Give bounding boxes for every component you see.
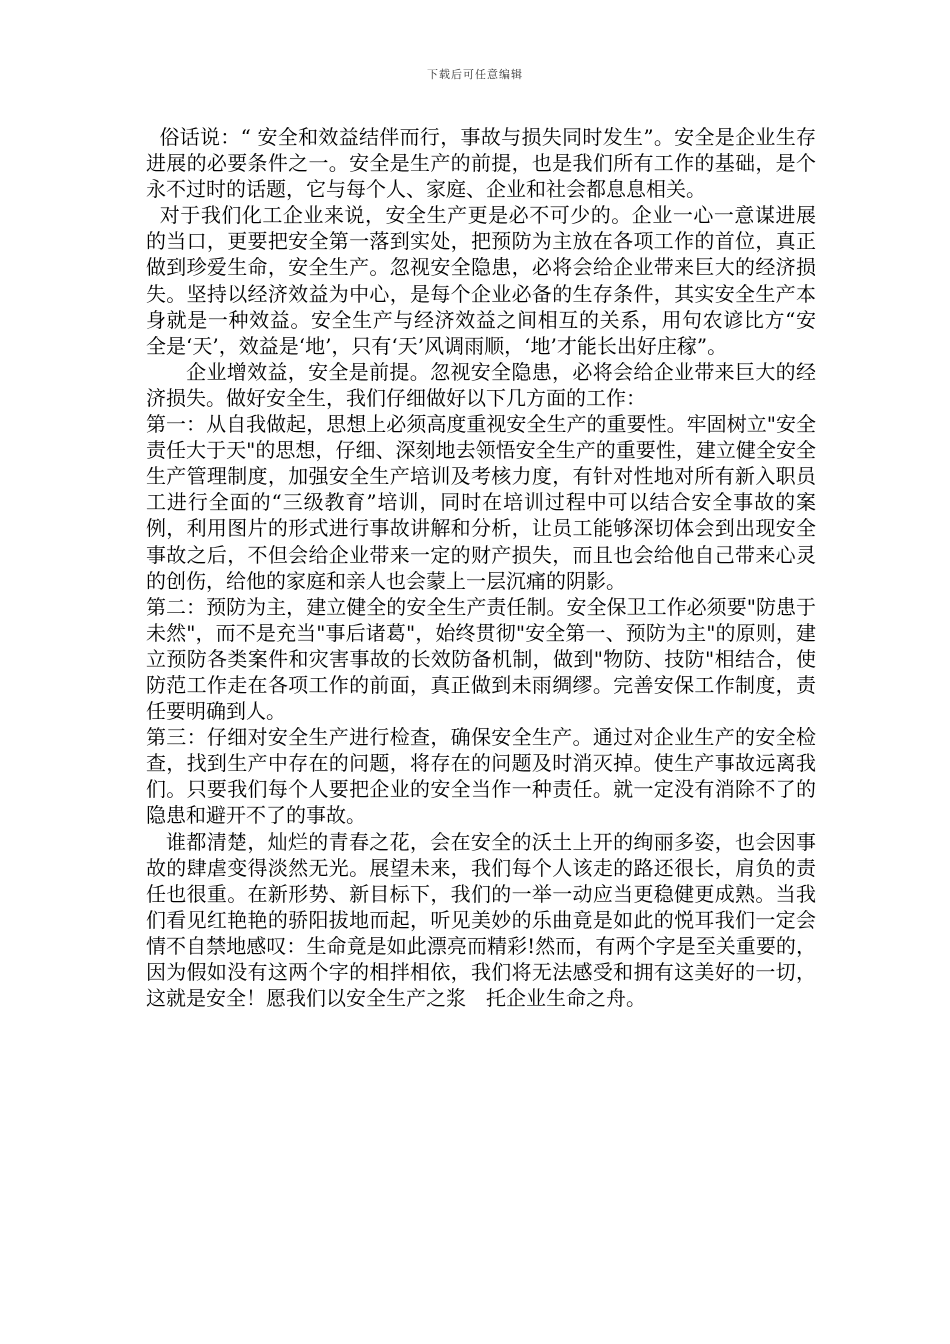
- paragraph-point-two: 第二：预防为主，建立健全的安全生产责任制。安全保卫工作必须要"防患于未然"，而不是充当"事后诸葛"，始终贯彻"安全第一、预防为主"的原则，建立预防各类案件和灾害事故的长效防备机制，做到"物防、技防"相结合，使防范工作走在各项工作的前面，真正做到未雨绸缪。完善安保工作制度，责任要明确到人。: [146, 594, 816, 724]
- paragraph-conclusion: 谁都清楚，灿烂的青春之花，会在安全的沃土上开的绚丽多姿，也会因事故的肆虐变得淡然无光。展望未来，我们每个人该走的路还很长，肩负的责任也很重。在新形势、新目标下，我们的一举一动应当更稳健更成熟。当我们看见红艳艳的骄阳拔地而起，听见美妙的乐曲竟是如此的悦耳我们一定会情不自禁地感叹：生命竟是如此漂亮而精彩!然而，有两个字是至关重要的，因为假如没有这两个字的相拌相依，我们将无法感受和拥有这美好的一切，这就是安全！愿我们以安全生产之浆 托企业生命之舟。: [146, 829, 817, 1011]
- paragraph-efficiency: 企业增效益，安全是前提。忽视安全隐患，必将会给企业带来巨大的经济损失。做好安全生，我们仔细做好以下几方面的工作：: [146, 359, 816, 410]
- paragraph-intro: 俗话说：“ 安全和效益结伴而行，事故与损失同时发生”。安全是企业生存进展的必要条件之一。安全是生产的前提，也是我们所有工作的基础，是个永不过时的话题，它与每个人、家庭、企业和社会都息息相关。: [146, 125, 817, 202]
- document-body: [146, 124, 816, 1011]
- paragraph-point-three: 第三：仔细对安全生产进行检查，确保安全生产。通过对企业生产的安全检查，找到生产中存在的问题，将存在的问题及时消灭掉。使生产事故远离我们。只要我们每个人要把企业的安全当作一种责任。就一定没有消除不了的隐患和避开不了的事故。: [146, 725, 816, 828]
- page-header: 下载后可任意编辑: [427, 68, 523, 81]
- paragraph-point-one: 第一：从自我做起，思想上必须高度重视安全生产的重要性。牢固树立"安全责任大于天"的思想，仔细、深刻地去领悟安全生产的重要性，建立健全安全生产管理制度，加强安全生产培训及考核力度，有针对性地对所有新入职员工进行全面的“三级教育”培训，同时在培训过程中可以结合安全事故的案例，利用图片的形式进行事故讲解和分析，让员工能够深切体会到出现安全事故之后，不但会给企业带来一定的财产损失，而且也会给他自己带来心灵的创伤，给他的家庭和亲人也会蒙上一层沉痛的阴影。: [146, 412, 816, 593]
- paragraph-chemical-enterprise: 对于我们化工企业来说，安全生产更是必不可少的。企业一心一意谋进展的当口，更要把安全第一落到实处，把预防为主放在各项工作的首位，真正做到珍爱生命，安全生产。忽视安全隐患，必将会给企业带来巨大的经济损失。坚持以经济效益为中心，是每个企业必备的生存条件，其实安全生产本身就是一种效益。安全生产与经济效益之间相互的关系，用句农谚比方“安全是‘天’，效益是‘地’，只有‘天’风调雨顺，‘地’才能长出好庄稼”。: [146, 203, 816, 358]
